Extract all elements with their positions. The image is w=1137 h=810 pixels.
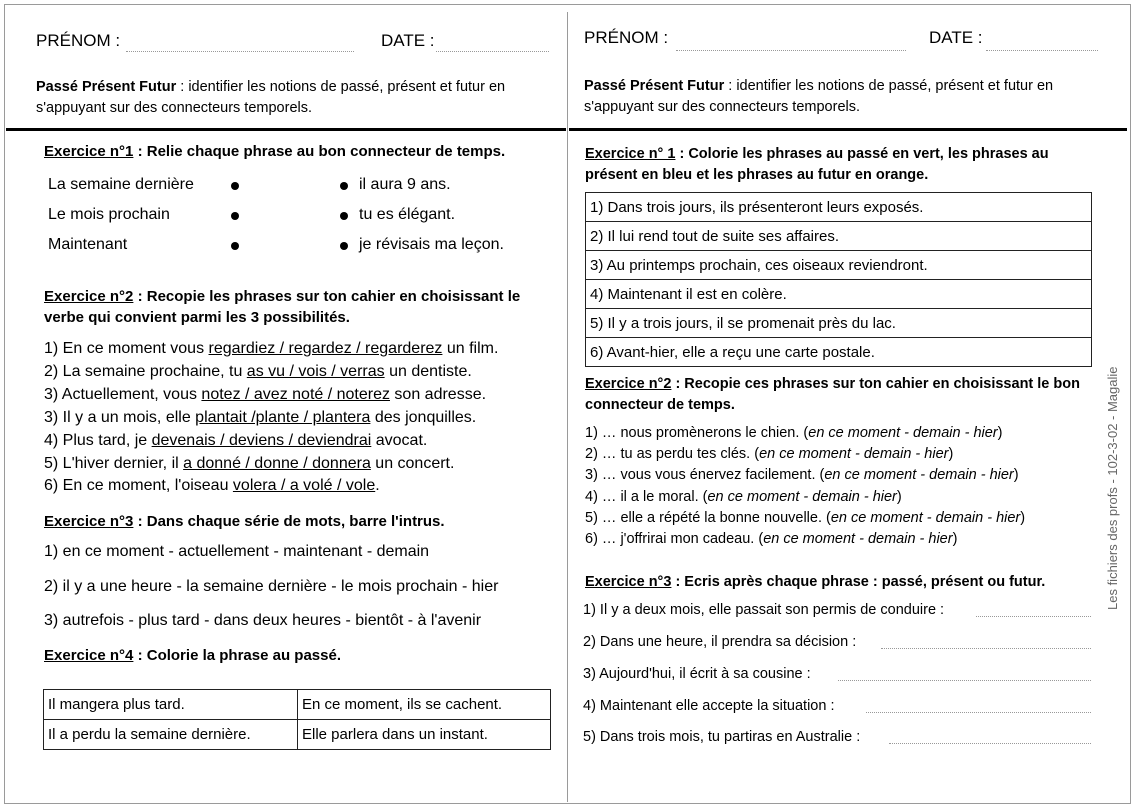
header-rule-left [6,128,566,131]
match-left-item: Maintenant [48,236,128,253]
table-row[interactable]: 1) Dans trois jours, ils présenteront leurs exposés. [586,193,1092,222]
intro-line1: : identifier les notions de passé, présent et futur en [176,79,506,95]
table-row[interactable]: 2) Il lui rend tout de suite ses affaires. [586,222,1092,251]
intro-title: Passé Présent Futur [584,78,725,94]
exercise-4-title-left: Exercice n°4 : Colorie la phrase au passé. [44,647,341,664]
prenom-field-right[interactable] [676,50,906,51]
sidebar-credit: Les fichiers des profs - 102-3-02 - Magalie [1105,366,1120,610]
exercise-3-title-left: Exercice n°3 : Dans chaque série de mots, barre l'intrus. [44,513,445,530]
answer-line[interactable] [838,680,1091,681]
match-dot-right[interactable] [340,242,348,250]
table-row[interactable]: 3) Au printemps prochain, ces oiseaux reviendront. [586,251,1092,280]
verb-choice-line: 2) La semaine prochaine, tu as vu / vois / verras un dentiste. [44,363,472,380]
verb-choice-line: 3) Actuellement, vous notez / avez noté / noterez son adresse. [44,386,487,403]
match-left-item: La semaine dernière [48,176,194,193]
table-row[interactable]: 5) Il y a trois jours, il se promenait près du lac. [586,309,1092,338]
table-row[interactable]: 6) Avant-hier, elle a reçu une carte postale. [586,338,1092,367]
intro-line1: : identifier les notions de passé, présent et futur en [724,78,1054,94]
verb-choice-line: 4) Plus tard, je devenais / deviens / deviendrai avocat. [44,432,428,449]
tense-sentence: 5) Dans trois mois, tu partiras en Australie : [583,729,861,745]
match-right-item: je révisais ma leçon. [359,236,504,253]
table-row[interactable]: 4) Maintenant il est en colère. [586,280,1092,309]
verb-choice-line: 3) Il y a un mois, elle plantait /plante / plantera des jonquilles. [44,409,477,426]
verb-choice-line: 5) L'hiver dernier, il a donné / donne / donnera un concert. [44,455,455,472]
tense-sentence: 4) Maintenant elle accepte la situation : [583,698,835,714]
intro-line2: s'appuyant sur des connecteurs temporels. [584,99,861,115]
verb-choice-line: 1) En ce moment vous regardiez / regardez / regarderez un film. [44,340,499,357]
match-right-item: tu es élégant. [359,206,456,223]
exercise-1-title-right: Exercice n° 1 : Colorie les phrases au passé en vert, les phrases au présent en bleu et les phrases au futur en orange. [585,146,1049,183]
match-left-item: Le mois prochain [48,206,170,223]
prenom-label-right: PRÉNOM : [584,28,669,47]
table-cell[interactable]: Il a perdu la semaine dernière. [44,720,298,750]
connector-line: 2) … tu as perdu tes clés. (en ce moment - demain - hier) [585,446,954,462]
match-dot-left[interactable] [231,182,239,190]
word-series-line: 3) autrefois - plus tard - dans deux heures - bientôt - à l'avenir [44,612,482,629]
tense-sentence: 3) Aujourd'hui, il écrit à sa cousine : [583,666,811,682]
date-field-right[interactable] [986,50,1098,51]
match-dot-right[interactable] [340,182,348,190]
match-dot-left[interactable] [231,212,239,220]
table-cell[interactable]: En ce moment, ils se cachent. [298,690,551,720]
exercise-1-title-left: Exercice n°1 : Relie chaque phrase au bon connecteur de temps. [44,143,506,160]
answer-line[interactable] [889,743,1091,744]
verb-choice-line: 6) En ce moment, l'oiseau volera / a volé / vole. [44,477,380,494]
prenom-field-left[interactable] [126,51,354,52]
answer-line[interactable] [866,712,1091,713]
prenom-label-left: PRÉNOM : [36,31,121,50]
past-sentence-table [43,689,551,750]
match-right-item: il aura 9 ans. [359,176,451,193]
tense-sentence: 2) Dans une heure, il prendra sa décision : [583,634,857,650]
exercise-2-title-right: Exercice n°2 : Recopie ces phrases sur ton cahier en choisissant le bon connecteur de temps. [585,376,1080,413]
header-rule-right [569,128,1127,131]
exercise-3-title-right: Exercice n°3 : Ecris après chaque phrase : passé, présent ou futur. [585,574,1046,590]
connector-line: 5) … elle a répété la bonne nouvelle. (en ce moment - demain - hier) [585,510,1026,526]
connector-line: 3) … vous vous énervez facilement. (en ce moment - demain - hier) [585,467,1019,483]
coloring-table [585,192,1092,367]
intro-title: Passé Présent Futur [36,79,177,95]
table-cell[interactable]: Il mangera plus tard. [44,690,298,720]
exercise-2-title-left: Exercice n°2 : Recopie les phrases sur ton cahier en choisissant le verbe qui convient parmi les 3 possibilités. [44,288,521,326]
tense-sentence: 1) Il y a deux mois, elle passait son permis de conduire : [583,602,945,618]
table-cell[interactable]: Elle parlera dans un instant. [298,720,551,750]
answer-line[interactable] [976,616,1091,617]
word-series-line: 2) il y a une heure - la semaine dernière - le mois prochain - hier [44,578,499,595]
answer-line[interactable] [881,648,1091,649]
word-series-line: 1) en ce moment - actuellement - maintenant - demain [44,543,430,560]
date-label-left: DATE : [381,31,435,50]
column-separator [567,12,568,802]
connector-line: 6) … j'offrirai mon cadeau. (en ce moment - demain - hier) [585,531,958,547]
match-dot-left[interactable] [231,242,239,250]
connector-line: 4) … il a le moral. (en ce moment - demain - hier) [585,489,902,505]
connector-line: 1) … nous promènerons le chien. (en ce moment - demain - hier) [585,425,1003,441]
intro-line2: s'appuyant sur des connecteurs temporels. [36,100,313,116]
match-dot-right[interactable] [340,212,348,220]
date-field-left[interactable] [436,51,549,52]
date-label-right: DATE : [929,28,983,47]
